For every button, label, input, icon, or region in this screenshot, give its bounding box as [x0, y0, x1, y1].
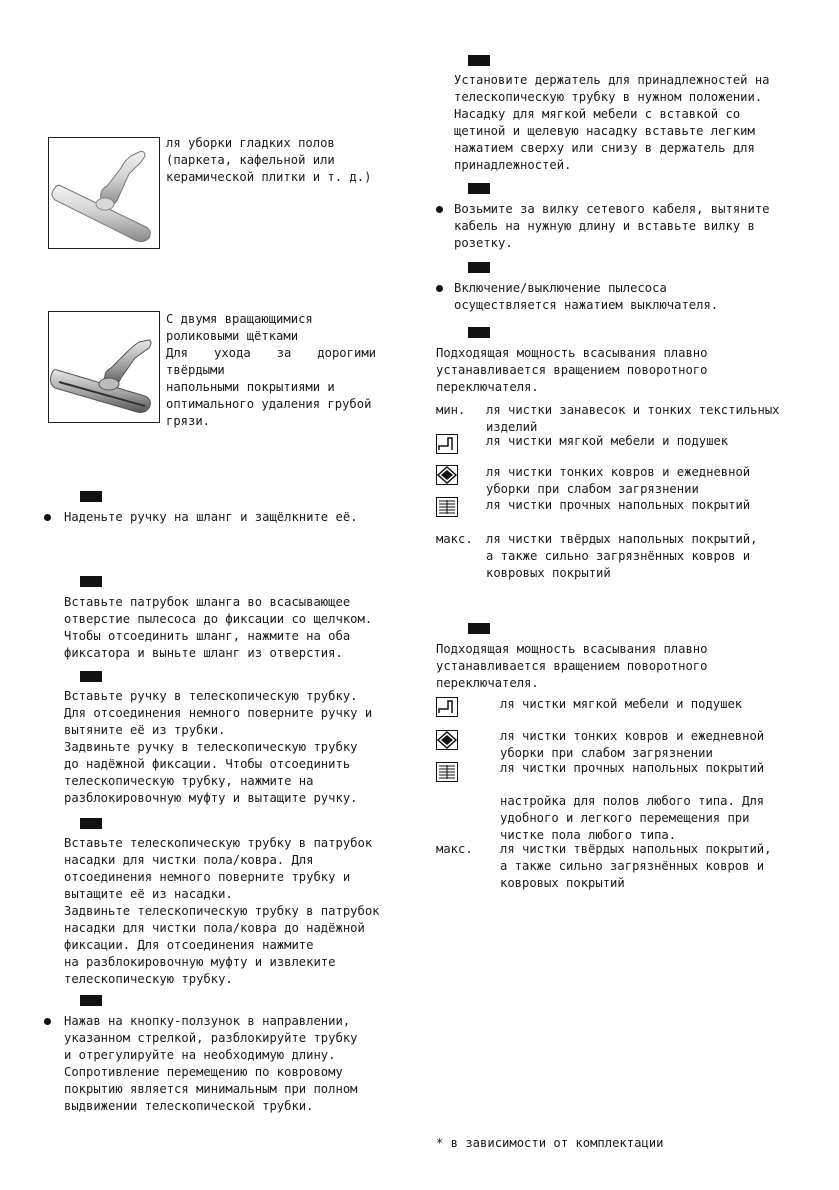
step-marker — [80, 671, 102, 682]
step-marker — [468, 327, 490, 338]
nozzle-hard-floor-text: ля уборки гладких полов (паркета, кафельной или керамической плитки и т. д.) — [166, 136, 372, 184]
step-marker — [80, 818, 102, 829]
roller-nozzle-image — [48, 311, 160, 423]
power2-max-label: макс. — [436, 842, 473, 856]
step-holder-text: Установите держатель для принадлежностей на телескопическую трубку в нужном положении. Насадку для мягкой мебели с вставкой со щетиной и щелевую насадку вставьте легким нажатием сверху или снизу в держатель для принадлежностей. — [454, 73, 770, 172]
step-marker — [80, 491, 102, 502]
power1-intro-text: Подходящая мощность всасывания плавно устанавливается вращением поворотного переключателя. — [436, 346, 708, 394]
step-tube-text: Вставьте ручку в телескопическую трубку. Для отсоединения немного поверните ручку и вытяните её из трубки. Задвиньте ручку в телескопическую трубку до надёжной фиксации. Чтобы отсоединить телескопическую трубку, нажмите на разблокировочную муфту и вытащите ручку. — [64, 689, 373, 805]
power1-soft-text: ля чистки мягкой мебели и подушек — [486, 434, 729, 448]
power2-hard-text: ля чистки прочных напольных покрытий — [500, 761, 765, 775]
step-marker — [468, 183, 490, 194]
power2-universal-text: настройка для полов любого типа. Для удобного и легкого перемещения при чистке пола любого типа. — [500, 794, 765, 842]
sofa-icon — [436, 697, 458, 717]
step-marker — [80, 995, 102, 1006]
bullet-icon — [44, 1018, 51, 1025]
step-switch-text: Включение/выключение пылесоса осуществляется нажатием выключателя. — [454, 281, 719, 312]
step-marker — [468, 623, 490, 634]
hard-floor-icon — [436, 497, 458, 517]
step-handle-text: Наденьте ручку на шланг и защёлкните её. — [64, 510, 358, 524]
power2-soft-text: ля чистки мягкой мебели и подушек — [500, 697, 743, 711]
bullet-icon — [44, 514, 51, 521]
power2-carpet-text: ля чистки тонких ковров и ежедневной уборки при слабом загрязнении — [500, 729, 765, 760]
hard-floor-nozzle-image — [48, 137, 160, 249]
step-hose-text: Вставьте патрубок шланга во всасывающее отверстие пылесоса до фиксации со щелчком. Чтобы отсоединить шланг, нажмите на оба фиксатора и выньте шланг из отверстия. — [64, 595, 373, 660]
bullet-icon — [436, 206, 443, 213]
power1-max-label: макс. — [436, 532, 473, 546]
footnote: * в зависимости от комплектации — [436, 1136, 664, 1150]
power1-hard-text: ля чистки прочных напольных покрытий — [486, 498, 751, 512]
step-cable-text: Возьмите за вилку сетевого кабеля, вытяните кабель на нужную длину и вставьте вилку в розетку. — [454, 202, 770, 250]
power1-min-text: ля чистки занавесок и тонких текстильных изделий — [486, 403, 780, 434]
roller-nozzle-drawing — [49, 312, 159, 422]
step-marker — [468, 55, 490, 66]
step-marker — [468, 262, 490, 273]
step-marker — [80, 576, 102, 587]
hard-floor-nozzle-drawing — [49, 138, 159, 248]
nozzle-roller-text: С двумя вращающимися роликовыми щётками Для ухода за дорогими твёрдыми напольными покрытиями и оптимального удаления грубой грязи. — [166, 312, 376, 428]
hard-floor-icon — [436, 762, 458, 782]
power1-carpet-text: ля чистки тонких ковров и ежедневной уборки при слабом загрязнении — [486, 465, 751, 496]
bullet-icon — [436, 285, 443, 292]
carpet-icon — [436, 465, 458, 485]
power2-intro-text: Подходящая мощность всасывания плавно устанавливается вращением поворотного переключателя. — [436, 642, 708, 690]
step-length-text: Нажав на кнопку-ползунок в направлении, указанном стрелкой, разблокируйте трубку и отрегулируйте на необходимую длину. Сопротивление перемещению по ковровому покрытию является минимальным при полном выдвижении телескопической трубки. — [64, 1014, 358, 1113]
power2-max-text: ля чистки твёрдых напольных покрытий, а также сильно загрязнённых ковров и ковровых покрытий — [500, 842, 772, 890]
sofa-icon — [436, 434, 458, 454]
step-nozzle-text: Вставьте телескопическую трубку в патрубок насадки для чистки пола/ковра. Для отсоединения немного поверните трубку и вытащите её из насадки. Задвиньте телескопическую трубку в патрубок насадки для чистки пола/ковра до надёжной фиксации. Для отсоединения нажмите на разблокировочную муфту и извлеките телескопическую трубку. — [64, 836, 380, 986]
power1-max-text: ля чистки твёрдых напольных покрытий, а также сильно загрязнённых ковров и ковровых покрытий — [486, 532, 758, 580]
power1-min-label: мин. — [436, 403, 466, 417]
carpet-icon — [436, 730, 458, 750]
